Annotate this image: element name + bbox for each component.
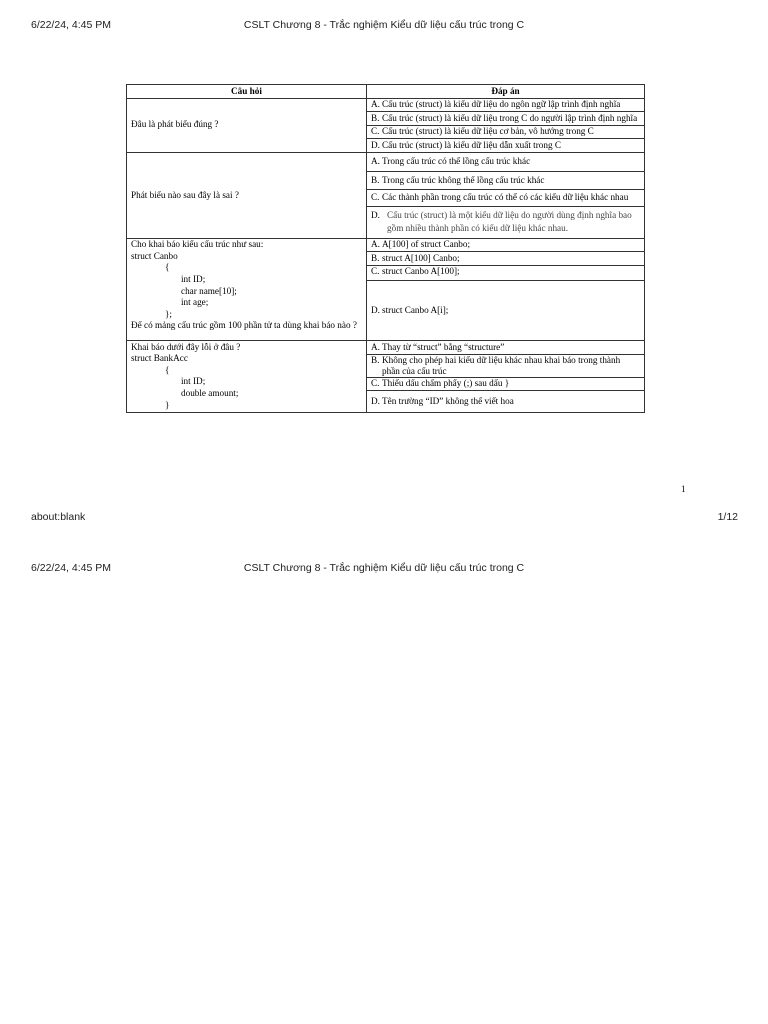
question-line: } <box>165 399 170 410</box>
table-row <box>127 238 645 252</box>
question-code <box>131 342 362 412</box>
table-row <box>127 98 645 112</box>
answer-cell <box>367 341 645 355</box>
question-line: Để có mảng cấu trúc gồm 100 phần tử ta dùng khai báo nào ? <box>131 320 357 331</box>
print-header <box>0 19 768 39</box>
print-footer <box>0 511 768 531</box>
answer-text: struct Canbo A[i]; <box>382 304 449 315</box>
question-line: Cho khai báo kiểu cấu trúc như sau: <box>131 239 264 250</box>
answer-letter: C. <box>371 266 380 277</box>
answer-letter: D. <box>371 209 380 220</box>
answer-text: Tên trường “ID” không thể viết hoa <box>382 395 514 406</box>
answer-cell <box>367 377 645 391</box>
question-cell <box>127 238 367 340</box>
print-title: CSLT Chương 8 - Trắc nghiệm Kiểu dữ liệu cấu trúc trong C <box>243 19 525 31</box>
question-line: { <box>165 262 170 273</box>
answer-letter: A. <box>371 155 380 166</box>
answer-cell <box>367 139 645 153</box>
answer-text: struct Canbo A[100]; <box>382 266 460 277</box>
print-page-count: 1/12 <box>717 511 738 523</box>
question-line: double amount; <box>181 387 239 398</box>
question-line: int ID; <box>181 274 206 285</box>
answer-text: Thay từ “struct” bằng “structure” <box>382 341 505 352</box>
answer-cell <box>367 206 645 238</box>
answer-text: Không cho phép hai kiểu dữ liệu khác nhau khai báo trong thành phần của cấu trúc <box>382 355 621 376</box>
answer-letter: C. <box>371 192 380 203</box>
question-line: }; <box>165 308 172 319</box>
answer-letter: B. <box>371 252 380 263</box>
table-header-row <box>127 85 645 99</box>
question-line: struct Canbo <box>131 250 178 261</box>
answer-cell <box>367 265 645 280</box>
question-line: { <box>165 364 170 375</box>
answer-letter: A. <box>371 341 380 352</box>
answer-cell <box>367 112 645 126</box>
answer-text: Cấu trúc (struct) là kiểu dữ liệu dẫn xuất trong C <box>382 139 561 150</box>
answer-letter: A. <box>371 99 380 110</box>
answer-text: Trong cấu trúc không thể lồng cấu trúc khác <box>382 174 545 185</box>
answer-cell <box>367 281 645 341</box>
answer-cell <box>367 190 645 207</box>
quiz-table <box>126 84 645 413</box>
answer-text: Cấu trúc (struct) là kiểu dữ liệu trong C do người lập trình định nghĩa <box>382 112 638 123</box>
document-page-number: 1 <box>681 484 686 494</box>
print-date: 6/22/24, 4:45 PM <box>31 562 111 574</box>
answer-cell <box>367 252 645 266</box>
question-line: Khai báo dưới đây lỗi ở đâu ? <box>131 341 241 352</box>
answer-text: Cấu trúc (struct) là kiểu dữ liệu do ngôn ngữ lập trình định nghĩa <box>382 99 621 110</box>
answer-letter: C. <box>371 378 380 389</box>
answer-cell <box>367 171 645 190</box>
answer-text: Các thành phần trong cấu trúc có thể có các kiểu dữ liệu khác nhau <box>382 192 629 203</box>
question-cell: Đâu là phát biểu đúng ? <box>127 98 367 152</box>
question-line: struct BankAcc <box>131 353 188 364</box>
question-cell <box>127 341 367 413</box>
answer-cell <box>367 354 645 377</box>
column-header-answer: Đáp án <box>367 85 645 99</box>
answer-text: Cấu trúc (struct) là kiểu dữ liệu cơ bản, vô hướng trong C <box>382 126 594 137</box>
answer-letter: C. <box>371 126 380 137</box>
answer-text: Thiếu dấu chấm phẩy (;) sau dấu } <box>382 378 510 389</box>
table-row <box>127 341 645 355</box>
question-line: char name[10]; <box>181 285 237 296</box>
print-date: 6/22/24, 4:45 PM <box>31 19 111 31</box>
answer-cell <box>367 98 645 112</box>
answer-letter: B. <box>371 112 380 123</box>
question-cell: Phát biểu nào sau đây là sai ? <box>127 152 367 238</box>
column-header-question: Câu hỏi <box>127 85 367 99</box>
table-row <box>127 152 645 171</box>
answer-text: A[100] of struct Canbo; <box>382 239 471 250</box>
answer-cell <box>367 152 645 171</box>
answer-letter: D. <box>371 304 380 315</box>
answer-cell <box>367 125 645 139</box>
answer-text: Cấu trúc (struct) là một kiểu dữ liệu do người dùng định nghĩa bao gồm nhiều thành phần có kiểu dữ liệu khác nhau. <box>387 209 632 234</box>
answer-letter: A. <box>371 239 380 250</box>
answer-cell <box>367 238 645 252</box>
question-line: int age; <box>181 297 209 308</box>
answer-letter: B. <box>371 355 380 366</box>
print-header-page-2 <box>0 562 768 582</box>
answer-cell <box>367 391 645 413</box>
answer-letter: B. <box>371 174 380 185</box>
answer-letter: D. <box>371 395 380 406</box>
answer-text: Trong cấu trúc có thể lồng cấu trúc khác <box>382 155 531 166</box>
print-title: CSLT Chương 8 - Trắc nghiệm Kiểu dữ liệu cấu trúc trong C <box>243 562 525 574</box>
answer-text: struct A[100] Canbo; <box>382 252 460 263</box>
answer-letter: D. <box>371 139 380 150</box>
question-code <box>131 239 362 332</box>
question-line: int ID; <box>181 376 206 387</box>
print-url: about:blank <box>31 511 86 523</box>
